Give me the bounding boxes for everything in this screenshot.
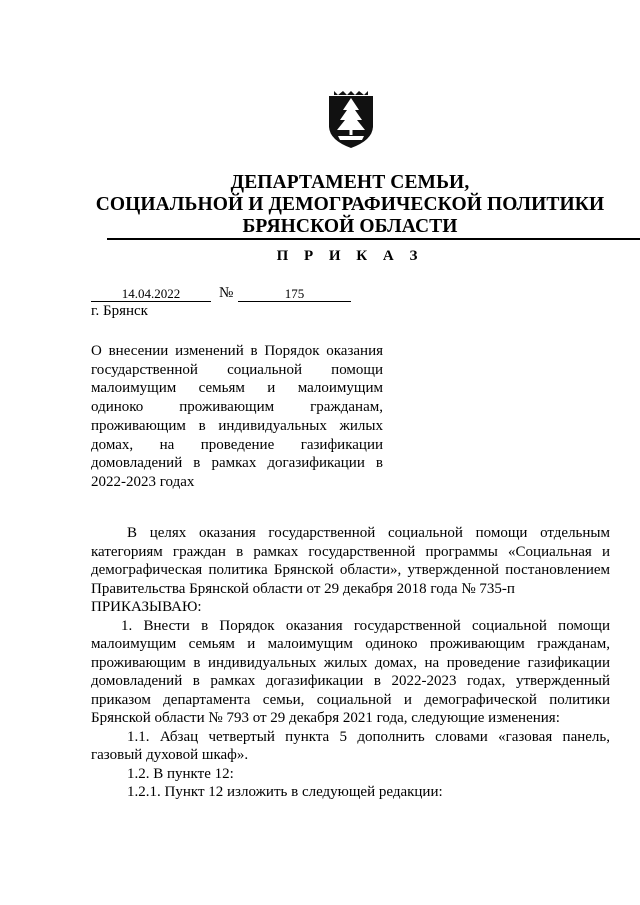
body-line: Брянской области № 793 от 29 декабря 2021 года, следующие изменения: xyxy=(91,710,560,726)
body-line: В целях оказания государственной социальной помощи отдельным xyxy=(127,525,610,541)
subject-line: государственной социальной помощи xyxy=(91,361,383,378)
item-1-2 xyxy=(91,765,610,784)
subject-line: одиноко проживающим гражданам, xyxy=(91,399,383,416)
number-sign: № xyxy=(219,285,234,301)
order-body xyxy=(91,524,610,802)
body-line: проживающим в индивидуальных жилых домах, на проведение газификации xyxy=(91,654,610,671)
subject-line: малоимущим семьям и малоимущим xyxy=(91,380,383,397)
body-line: 1.2. В пункте 12: xyxy=(127,765,234,782)
body-line: 1.2.1. Пункт 12 изложить в следующей редакции: xyxy=(127,784,443,800)
body-line: категориям граждан в рамках государственной программы «Социальная и xyxy=(91,543,610,560)
intro-paragraph xyxy=(91,524,610,598)
subject-line: домовладений в рамках догазификации в xyxy=(91,455,383,472)
order-date: 14.04.2022 xyxy=(121,286,181,301)
department-name-line-3: БРЯНСКОЙ ОБЛАСТИ xyxy=(242,216,458,237)
body-line: Правительства Брянской области от 29 декабря 2018 года № 735-п xyxy=(91,580,515,597)
header-divider xyxy=(107,238,640,240)
subject-line: О внесении изменений в Порядок оказания xyxy=(91,343,383,359)
department-name-line-2: СОЦИАЛЬНОЙ И ДЕМОГРАФИЧЕСКОЙ ПОЛИТИКИ xyxy=(95,194,605,215)
item-1-1 xyxy=(91,728,610,765)
subject-line: домах, на проведение газификации xyxy=(91,436,383,453)
document-type-title: П Р И К А З xyxy=(276,248,424,264)
order-subject xyxy=(91,342,383,492)
subject-line: 2022-2023 годах xyxy=(91,473,195,490)
body-line: ПРИКАЗЫВАЮ: xyxy=(91,599,202,615)
body-line: 1. Внести в Порядок оказания государственной социальной помощи xyxy=(121,617,610,634)
subject-line: проживающим в индивидуальных жилых xyxy=(91,417,383,434)
order-date-field xyxy=(91,287,211,302)
department-name-line-1: ДЕПАРТАМЕНТ СЕМЬИ, xyxy=(230,172,470,193)
body-line: домовладений в рамках догазификации в 2022-2023 годах, утвержденный xyxy=(91,673,610,689)
body-line: демографическая политика Брянской области», утвержденной постановлением xyxy=(91,562,610,578)
item-1-2-1 xyxy=(91,783,610,802)
coat-of-arms-emblem xyxy=(326,90,376,150)
order-number-field xyxy=(238,287,351,302)
body-line: газовый духовой шкаф». xyxy=(91,747,249,763)
item-1 xyxy=(91,617,610,728)
order-number: 175 xyxy=(284,286,305,301)
body-line: малоимущим семьям и малоимущим одиноко проживающим гражданам, xyxy=(91,636,610,652)
order-word xyxy=(91,598,610,617)
city: г. Брянск xyxy=(91,303,148,319)
body-line: 1.1. Абзац четвертый пункта 5 дополнить словами «газовая панель, xyxy=(127,728,610,745)
body-line: приказом департамента семьи, социальной и демографической политики xyxy=(91,691,610,708)
